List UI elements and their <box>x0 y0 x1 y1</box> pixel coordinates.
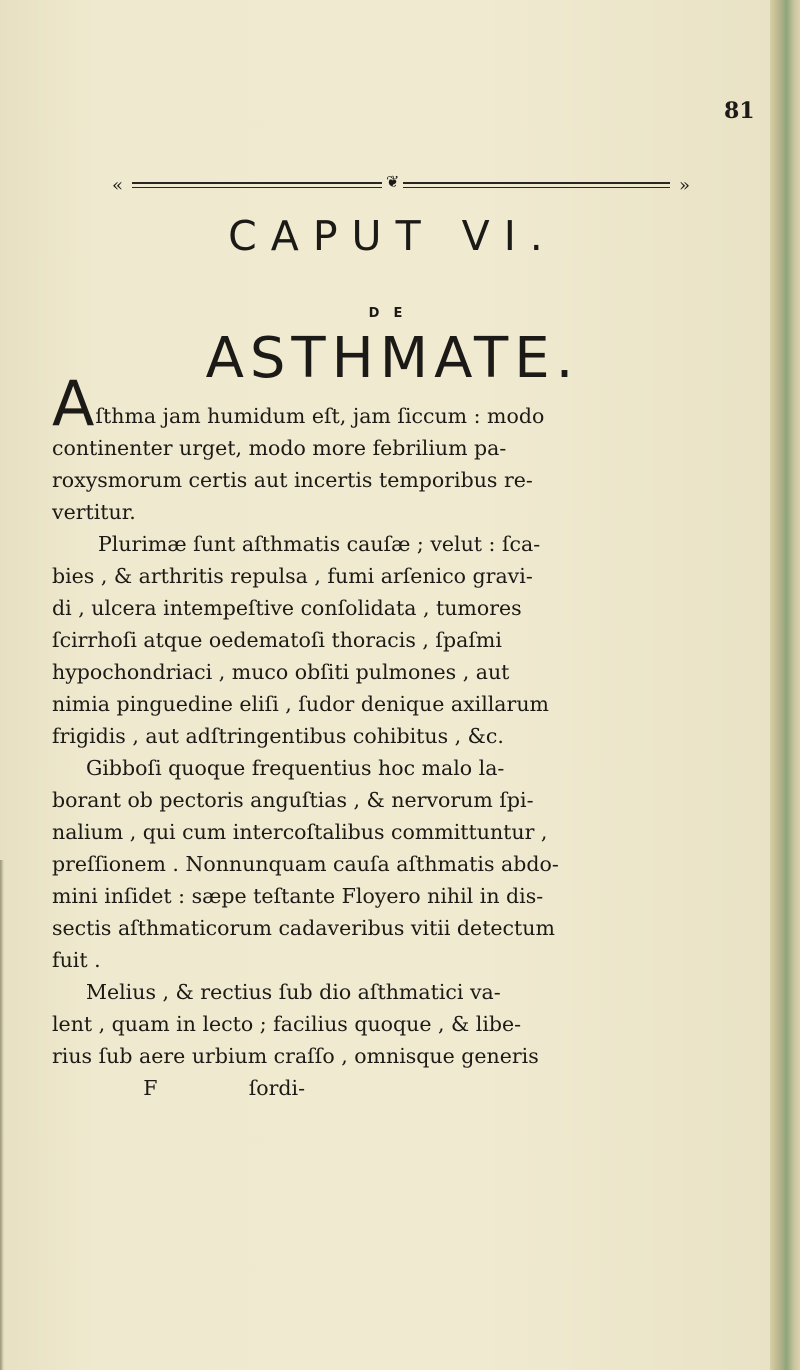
text-line: di , ulcera intempeſtive conſolidata , tumores <box>52 596 522 620</box>
text-line: Aſthma jam humidum eſt, jam ſiccum : modo <box>52 367 545 440</box>
chapter-title: ASTHMATE. <box>205 326 580 391</box>
text-line: Gibboſi quoque frequentius hoc malo la- <box>86 756 505 780</box>
text-line: ſcirrhoſi atque oedematoſi thoracis , ſpaſmi <box>52 628 502 652</box>
catchword: ſordi- <box>248 1076 306 1100</box>
text-line: rius ſub aere urbium craſſo , omnisque generis <box>52 1044 539 1068</box>
ornament-left-end: « <box>112 175 124 196</box>
text-line: Melius , & rectius ſub dio aſthmatici va- <box>86 980 501 1004</box>
ornament-right-end: » <box>678 175 690 196</box>
text-line: hypochondriaci , muco obſiti pulmones , aut <box>52 660 510 684</box>
text-line: bies , & arthritis repulsa , fumi arſenico gravi- <box>52 564 533 588</box>
text-line: nimia pinguedine eliſi , ſudor denique axillarum <box>52 692 549 716</box>
signature-line <box>52 1072 712 1104</box>
text-line: preſſionem . Nonnunquam cauſa aſthmatis abdo- <box>52 852 559 876</box>
text-line: lent , quam in lecto ; facilius quoque , & libe- <box>52 1012 522 1036</box>
text-line: sectis aſthmaticorum cadaveribus vitii detectum <box>52 916 555 940</box>
text-line: fuit . <box>52 948 101 972</box>
page-number: 81 <box>724 98 755 124</box>
text-line: roxysmorum certis aut incertis temporibus re- <box>52 468 533 492</box>
ornamental-rule <box>112 172 690 198</box>
adjacent-page-edge <box>770 0 800 1370</box>
text-line: mini inſidet : sæpe teſtante Floyero nihil in dis- <box>52 884 544 908</box>
text-line: continenter urget, modo more febrilium pa- <box>52 436 507 460</box>
fleuron-icon: ❦ <box>382 172 403 191</box>
text-line: nalium , qui cum intercoſtalibus committuntur , <box>52 820 548 844</box>
signature-mark: F <box>143 1076 158 1100</box>
text-line: frigidis , aut adſtringentibus cohibitus , &c. <box>52 724 504 748</box>
chapter-heading: CAPUT VI. <box>228 212 557 260</box>
text-line: vertitur. <box>52 500 136 524</box>
chapter-preposition: DE <box>368 306 417 321</box>
text-line: Plurimæ ſunt aſthmatis cauſæ ; velut : ſca- <box>98 532 541 556</box>
page-shadow <box>0 860 4 1370</box>
drop-initial: A <box>52 367 95 440</box>
body-text <box>52 367 712 1104</box>
text-line: borant ob pectoris anguſtias , & nervorum ſpi- <box>52 788 534 812</box>
